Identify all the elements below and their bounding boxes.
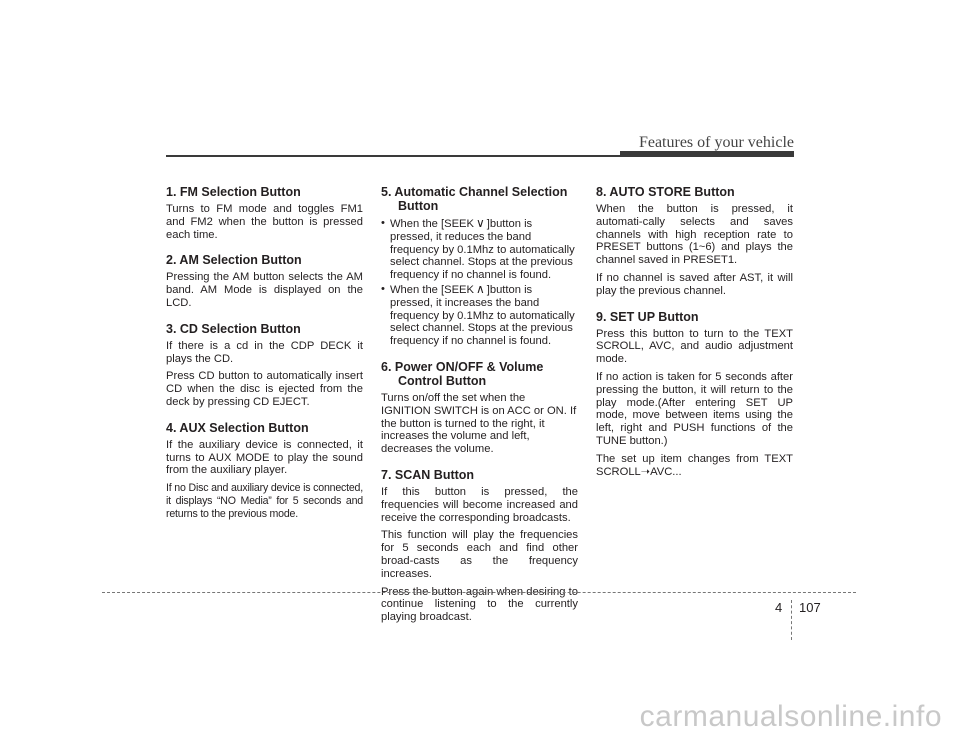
page-header-title: Features of your vehicle	[638, 134, 794, 151]
column-1	[166, 185, 363, 533]
section-aux	[166, 421, 363, 521]
list-item	[381, 217, 578, 282]
section-heading: 9. SET UP Button	[596, 309, 699, 324]
section-am	[166, 253, 363, 309]
section-auto-channel	[381, 185, 578, 348]
section-heading-line-2: Control Button	[398, 373, 487, 388]
bullet-list	[381, 217, 578, 348]
paragraph: Press this button to turn to the TEXT SCROLL, AVC, and audio adjustment mode.	[596, 327, 793, 366]
bullet-text: When the [SEEK	[390, 283, 474, 296]
paragraph: If no channel is saved after AST, it will play the previous channel.	[596, 271, 793, 297]
footer-page-separator	[791, 600, 792, 640]
bullet-text: ]button is pressed, it reduces the band frequency by 0.1Mhz to automatically select channel. Stops at the previous frequency if no channel is found.	[390, 218, 575, 282]
seek-down-icon: ∨	[475, 216, 485, 230]
paragraph: Press CD button to automatically insert CD when the disc is ejected from the deck by pressing CD EJECT.	[166, 370, 363, 408]
section-heading	[381, 185, 578, 213]
header-divider-accent	[620, 151, 794, 157]
paragraph: If there is a cd in the CDP DECK it plays the CD.	[166, 339, 363, 365]
section-power-volume	[381, 360, 578, 456]
section-heading	[381, 360, 578, 388]
paragraph: When the button is pressed, it automati-cally selects and saves channels with high reception rate to PRESET buttons (1~6) and plays the channel saved in PRESET1.	[596, 203, 793, 267]
seek-up-icon: ∧	[475, 281, 485, 296]
section-scan	[381, 468, 578, 624]
column-2	[381, 185, 578, 636]
section-heading: 3. CD Selection Button	[166, 321, 301, 336]
section-heading: 8. AUTO STORE Button	[596, 185, 735, 199]
section-cd	[166, 322, 363, 409]
section-heading: 4. AUX Selection Button	[166, 420, 309, 435]
paragraph: Turns to FM mode and toggles FM1 and FM2 when the button is pressed each time.	[166, 203, 363, 241]
section-setup	[596, 310, 793, 479]
watermark: carmanualsonline.info	[639, 700, 942, 733]
paragraph: Press the button again when desiring to continue listening to the currently playing broadcast.	[381, 585, 578, 624]
section-fm	[166, 185, 363, 241]
paragraph: Pressing the AM button selects the AM band. AM Mode is displayed on the LCD.	[166, 271, 363, 309]
section-heading-line-1: 5. Automatic Channel Selection	[381, 185, 568, 199]
paragraph: This function will play the frequencies for 5 seconds each and find other broad-casts as the frequency increases.	[381, 529, 578, 580]
paragraph: The set up item changes from TEXT SCROLL➝AVC...	[596, 452, 793, 478]
page-number: 107	[799, 600, 821, 615]
paragraph: Turns on/off the set when the IGNITION SWITCH is on ACC or ON. If the button is turned to the right, it increases the volume and left, decreases the volume.	[381, 391, 577, 456]
paragraph: If this button is pressed, the frequencies will become increased and receive the corresponding broadcasts.	[381, 485, 578, 524]
section-heading-line-2: Button	[398, 199, 439, 213]
paragraph-note: If no Disc and auxiliary device is connected, it displays “NO Media” for 5 seconds and returns to the previous mode.	[166, 482, 363, 520]
bullet-text: When the [SEEK	[390, 218, 474, 230]
section-heading: 1. FM Selection Button	[166, 185, 301, 199]
footer-divider	[102, 592, 856, 593]
section-heading: 2. AM Selection Button	[166, 253, 302, 268]
bullet-text: ]button is pressed, it increases the band frequency by 0.1Mhz to automatically select channel. Stops at the previous frequency if no channel is found.	[390, 283, 575, 348]
chapter-number: 4	[775, 600, 783, 615]
column-3	[596, 185, 793, 490]
paragraph: If no action is taken for 5 seconds after pressing the button, it will return to the play mode.(After entering SET UP mode, move between items using the left, right and PUSH functions of the TUNE button.)	[596, 370, 793, 447]
list-item	[381, 283, 578, 348]
paragraph: If the auxiliary device is connected, it turns to AUX MODE to play the sound from the auxiliary player.	[166, 438, 363, 477]
section-heading: 7. SCAN Button	[381, 467, 475, 482]
section-auto-store	[596, 185, 793, 298]
section-heading-line-1: 6. Power ON/OFF & Volume	[381, 359, 544, 374]
